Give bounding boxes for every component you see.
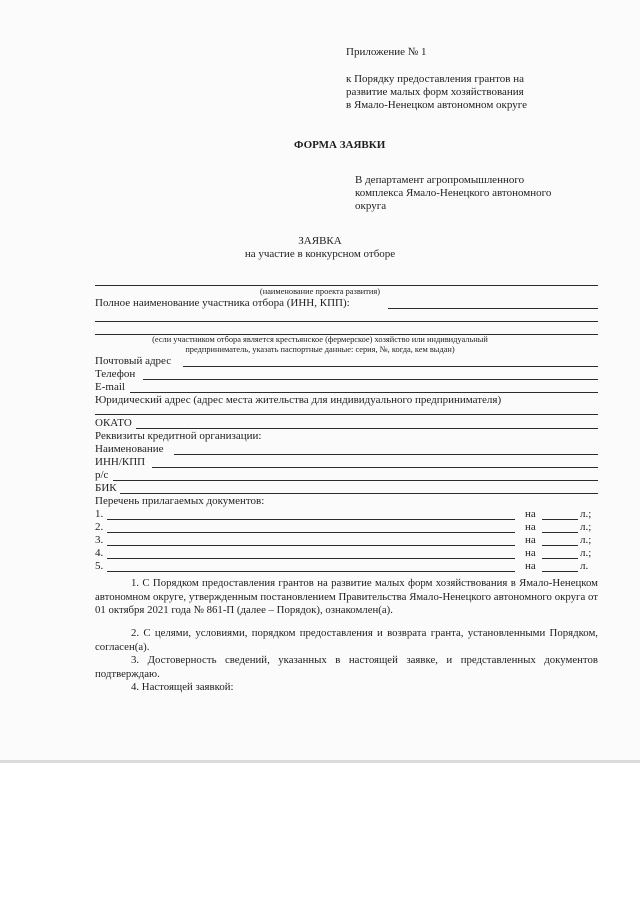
paragraph-2: 2. С целями, условиями, порядком предоставления и возврата гранта, установленными Порядком, согласен(а). [95,627,598,653]
document-pages-label: л.; [580,547,592,559]
email-label: E-mail [95,381,125,393]
document-name-field[interactable] [107,545,515,546]
document-pages-label: л. [580,560,589,572]
document-on-label: на [525,547,536,559]
document-name-field[interactable] [107,571,515,572]
inn-kpp-field[interactable] [152,467,598,468]
postal-address-label: Почтовый адрес [95,355,172,367]
paragraph-1: 1. С Порядком предоставления грантов на развитие малых форм хозяйствования в Ямало-Ненецком автономном округе, утвержденным постановлением Правительства Ямало-Ненецкого автономного округа от 01 октября 2021 года № 861-П (далее – Порядок), ознакомлен(а). [95,577,598,617]
document-on-label: на [525,534,536,546]
participant-field[interactable] [388,308,598,309]
project-name-hint: (наименование проекта развития) [259,287,381,296]
document-pages-field[interactable] [542,532,578,533]
paragraph-4: 4. Настоящей заявкой: [131,681,234,693]
okato-field[interactable] [136,428,598,429]
page-bottom-edge [0,760,640,763]
account-label: р/с [95,469,109,481]
participant-label: Полное наименование участника отбора (ИНН, КПП): [95,297,350,309]
bank-details-label: Реквизиты кредитной организации: [95,430,262,442]
document-pages-label: л.; [580,508,592,520]
bik-label: БИК [95,482,117,494]
project-name-line[interactable] [95,285,598,286]
okato-label: ОКАТО [95,417,132,429]
phone-label: Телефон [95,368,136,380]
document-pages-field[interactable] [542,571,578,572]
document-on-label: на [525,560,536,572]
document-pages-field[interactable] [542,519,578,520]
document-pages-field[interactable] [542,558,578,559]
reference-line-1: к Порядку предоставления грантов на [346,73,524,85]
participant-line-2[interactable] [95,321,598,322]
document-pages-label: л.; [580,534,592,546]
reference-line-3: в Ямало-Ненецком автономном округе [346,99,528,111]
document-number: 1. [95,508,104,520]
addressee-line-3: округа [355,200,387,212]
document-number: 3. [95,534,104,546]
inn-kpp-label: ИНН/КПП [95,456,146,468]
paragraph-3: 3. Достоверность сведений, указанных в настоящей заявке, и представленных документов подтверждаю. [95,654,598,680]
legal-address-label: Юридический адрес (адрес места жительства для индивидуального предпринимателя) [95,394,502,406]
account-field[interactable] [113,480,598,481]
document-name-field[interactable] [107,519,515,520]
postal-address-field[interactable] [183,366,598,367]
document-number: 5. [95,560,104,572]
bank-name-label: Наименование [95,443,164,455]
bik-field[interactable] [120,493,598,494]
farm-hint-line-1: (если участником отбора является крестьянское (фермерское) хозяйство или индивидуальный [152,335,488,344]
phone-field[interactable] [143,379,598,380]
document-on-label: на [525,521,536,533]
application-title: ЗАЯВКА [298,235,342,247]
document-name-field[interactable] [107,532,515,533]
addressee-line-2: комплекса Ямало-Ненецкого автономного [355,187,552,199]
application-subtitle: на участие в конкурсном отборе [244,248,396,260]
legal-address-field[interactable] [95,414,598,415]
reference-line-2: развитие малых форм хозяйствования [346,86,524,98]
documents-list-label: Перечень прилагаемых документов: [95,495,265,507]
form-title: ФОРМА ЗАЯВКИ [294,139,386,151]
document-pages-label: л.; [580,521,592,533]
appendix-number: Приложение № 1 [346,46,427,58]
document-pages-field[interactable] [542,545,578,546]
bank-name-field[interactable] [174,454,598,455]
document-on-label: на [525,508,536,520]
document-name-field[interactable] [107,558,515,559]
addressee-line-1: В департамент агропромышленного [355,174,525,186]
document-number: 4. [95,547,104,559]
email-field[interactable] [130,392,598,393]
farm-hint-line-2: предприниматель, указать паспортные данные: серия, №, когда, кем выдан) [185,345,455,354]
document-number: 2. [95,521,104,533]
